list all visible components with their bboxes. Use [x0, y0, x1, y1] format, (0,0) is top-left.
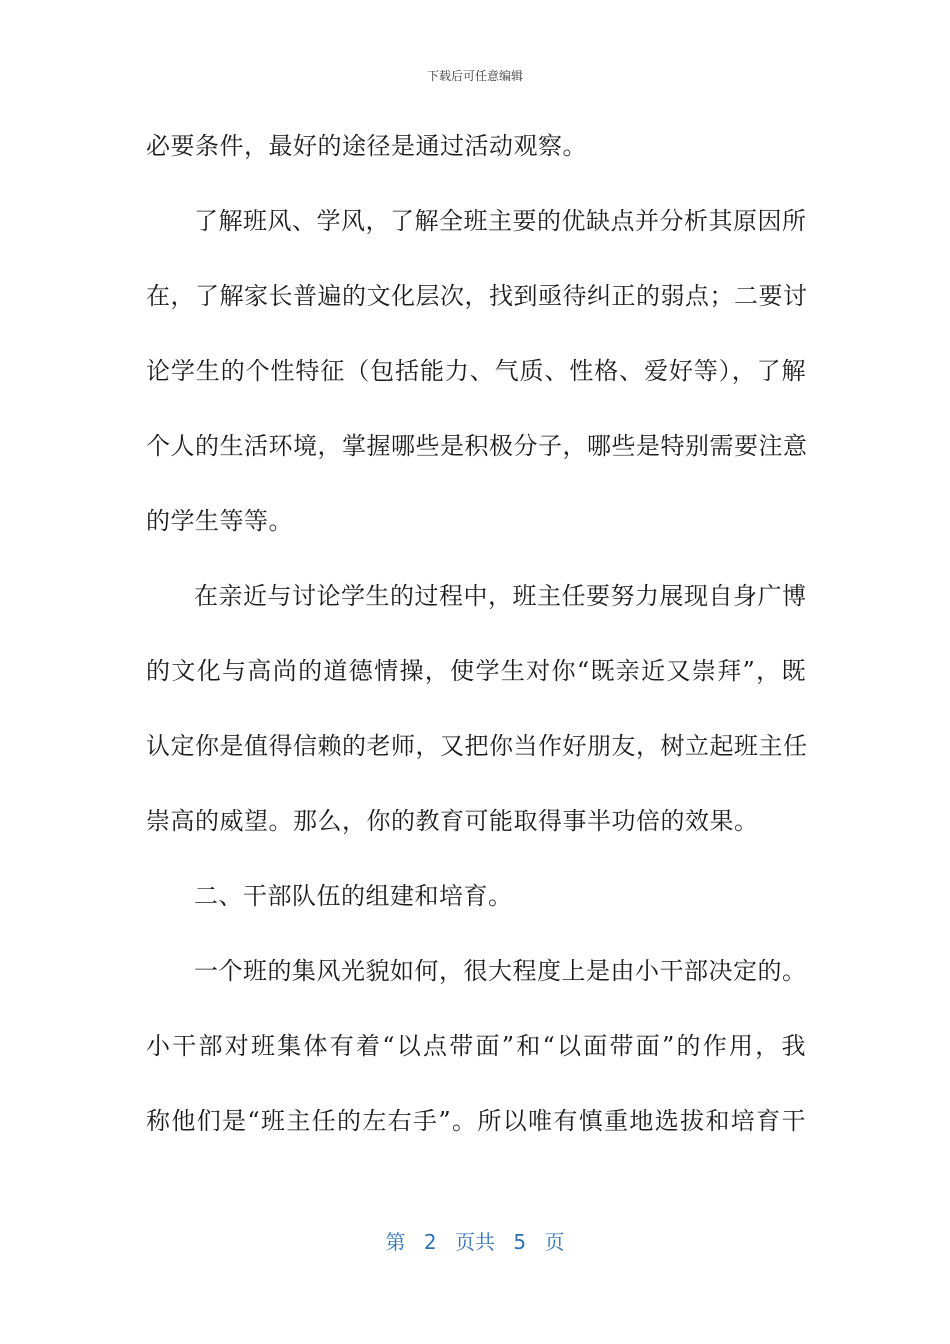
body-line-3: 在，了解家长普遍的文化层次，找到亟待纠正的弱点；二要讨 [146, 282, 808, 310]
footer-total-pages: 5 [513, 1230, 527, 1254]
footer-label-of: 页共 [455, 1230, 495, 1254]
body-line-13: 小干部对班集体有着“以点带面”和“以面带面”的作用，我 [146, 1032, 806, 1060]
footer-label-end: 页 [544, 1230, 565, 1254]
footer-label-page: 第 [385, 1230, 406, 1254]
section-heading: 二、干部队伍的组建和培育。 [194, 882, 513, 910]
body-line-9: 认定你是值得信赖的老师，又把你当作好朋友，树立起班主任 [146, 732, 808, 760]
body-line-12: 一个班的集风光貌如何，很大程度上是由小干部决定的。 [194, 957, 807, 985]
body-line-10: 崇高的威望。那么，你的教育可能取得事半功倍的效果。 [146, 807, 759, 835]
body-line-8: 的文化与高尚的道德情操，使学生对你“既亲近又崇拜”，既 [146, 657, 806, 685]
page-footer [0, 1226, 950, 1255]
footer-current-page: 2 [423, 1230, 437, 1254]
body-line-1: 必要条件，最好的途径是通过活动观察。 [146, 132, 587, 160]
header-note: 下载后可任意编辑 [426, 69, 523, 83]
body-line-14: 称他们是“班主任的左右手”。所以唯有慎重地选拔和培育干 [146, 1107, 806, 1135]
body-line-5: 个人的生活环境，掌握哪些是积极分子，哪些是特别需要注意 [146, 432, 808, 460]
body-line-6: 的学生等等。 [146, 507, 293, 535]
body-line-7: 在亲近与讨论学生的过程中，班主任要努力展现自身广博 [194, 582, 807, 610]
body-line-2: 了解班风、学风，了解全班主要的优缺点并分析其原因所 [194, 207, 807, 235]
body-line-4: 论学生的个性特征（包括能力、气质、性格、爱好等），了解 [146, 357, 806, 385]
